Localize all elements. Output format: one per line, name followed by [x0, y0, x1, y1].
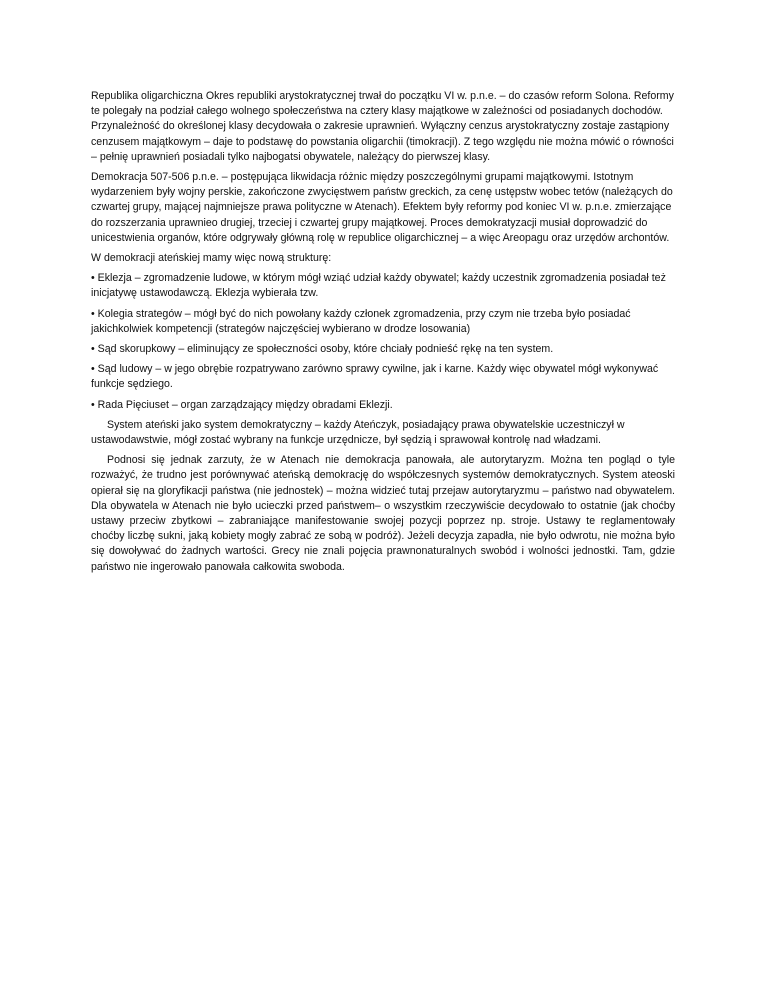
paragraph-nowa-struktura-intro: W demokracji ateńskiej mamy więc nową strukturę: — [91, 252, 332, 265]
document-page — [91, 89, 675, 580]
paragraph-zarzuty-autorytaryzm: Podnosi się jednak zarzuty, że w Atenach nie demokracja panowała, ale autorytaryzm. Można ten pogląd o tyle rozważyć, że trudno jest porównywać ateńską demokrację do współczesnych systemów demokratycznych. System ateoski opierał się na gloryfikacji państwa (nie jednostek) – można widzieć tutaj przejaw autorytaryzmu – państwo nad obywatelem. Dla obywatela w Atenach nie było ucieczki przed państwem– o wszystkim rzeczywiście decydowało to ostatnie (jak choćby ustawy przeciw zbytkowi – zabraniające manifestowanie swojej pozycji poprzez np. stroje. Ustawy te reglamentowały choćby liczbę sukni, jaką kobiety mogły zabrać ze sobą w podróż). Jeżeli decyzja zapadła, nie było odwrotu, nie można było się dowoływać do żadnych wartości. Grecy nie znali pojęcia prawnonaturalnych swobód i wolności jednostki. Tam, gdzie państwo nie ingerowało panowała całkowita swoboda. — [91, 454, 675, 573]
paragraph-demokracja: Demokracja 507-506 p.n.e. – postępująca likwidacja różnic między poszczególnymi grupami majątkowymi. Istotnym wydarzeniem były wojny perskie, zakończone zwycięstwem państw greckich, za cenę ustępstw wobec tetów (należących do czwartej grupy, mającej najmniejsze prawa polityczne w Atenach). Efektem były reformy pod koniec VI w. p.n.e. zmierzające do rozszerzania uprawnieo drugiej, trzeciej i czwartej grupy majątkowej. Proces demokratyzacji musiał doprowadzić do unicestwienia organów, które odgrywały główną rolę w republice oligarchicznej – a więc Areopagu oraz urzędów archontów. — [91, 171, 673, 244]
paragraph-republika-oligarchiczna: Republika oligarchiczna Okres republiki arystokratycznej trwał do początku VI w. p.n.e. – do czasów reform Solona. Reformy te polegały na podział całego wolnego społeczeństwa na cztery klasy majątkowe w zależności od posiadanych dochodów. Przynależność do określonej klasy decydowała o zakresie uprawnień. Wyłączny cenzus arystokratyczny zostaje zastąpiony cenzusem majątkowym – daje to podstawę do powstania oligarchii (timokracji). Z tego względu nie można mówić o równości – pełnię uprawnień posiadali tylko najbogatsi obywatele, należący do pierwszej klasy. — [91, 90, 674, 163]
list-item-sad-skorupkowy: • Sąd skorupkowy – eliminujący ze społeczności osoby, które chciały podnieść rękę na ten system. — [91, 343, 554, 356]
list-item-rada-pieciuset: • Rada Pięciuset – organ zarządzający między obradami Eklezji. — [91, 398, 393, 411]
list-item-eklezja: • Eklezja – zgromadzenie ludowe, w którym mógł wziąć udział każdy obywatel; każdy uczestnik zgromadzenia posiadał też inicjatywę ustawodawczą. Eklezja wybierała tzw. — [91, 272, 666, 300]
list-item-kolegia-strategow: • Kolegia strategów – mógł być do nich powołany każdy członek zgromadzenia, przy czym nie trzeba było posiadać jakichkolwiek kompetencji (strategów najczęściej wybierano w drodze losowania) — [91, 307, 631, 335]
list-item-sad-ludowy: • Sąd ludowy – w jego obrębie rozpatrywano zarówno sprawy cywilne, jak i karne. Każdy więc obywatel mógł wykonywać funkcje sędziego. — [91, 363, 659, 391]
paragraph-system-atenski: System ateński jako system demokratyczny – każdy Ateńczyk, posiadający prawa obywatelskie uczestniczył w ustawodawstwie, mógł zostać wybrany na funkcje urzędnicze, był sędzią i sprawował kontrolę nad władzami. — [91, 418, 625, 447]
